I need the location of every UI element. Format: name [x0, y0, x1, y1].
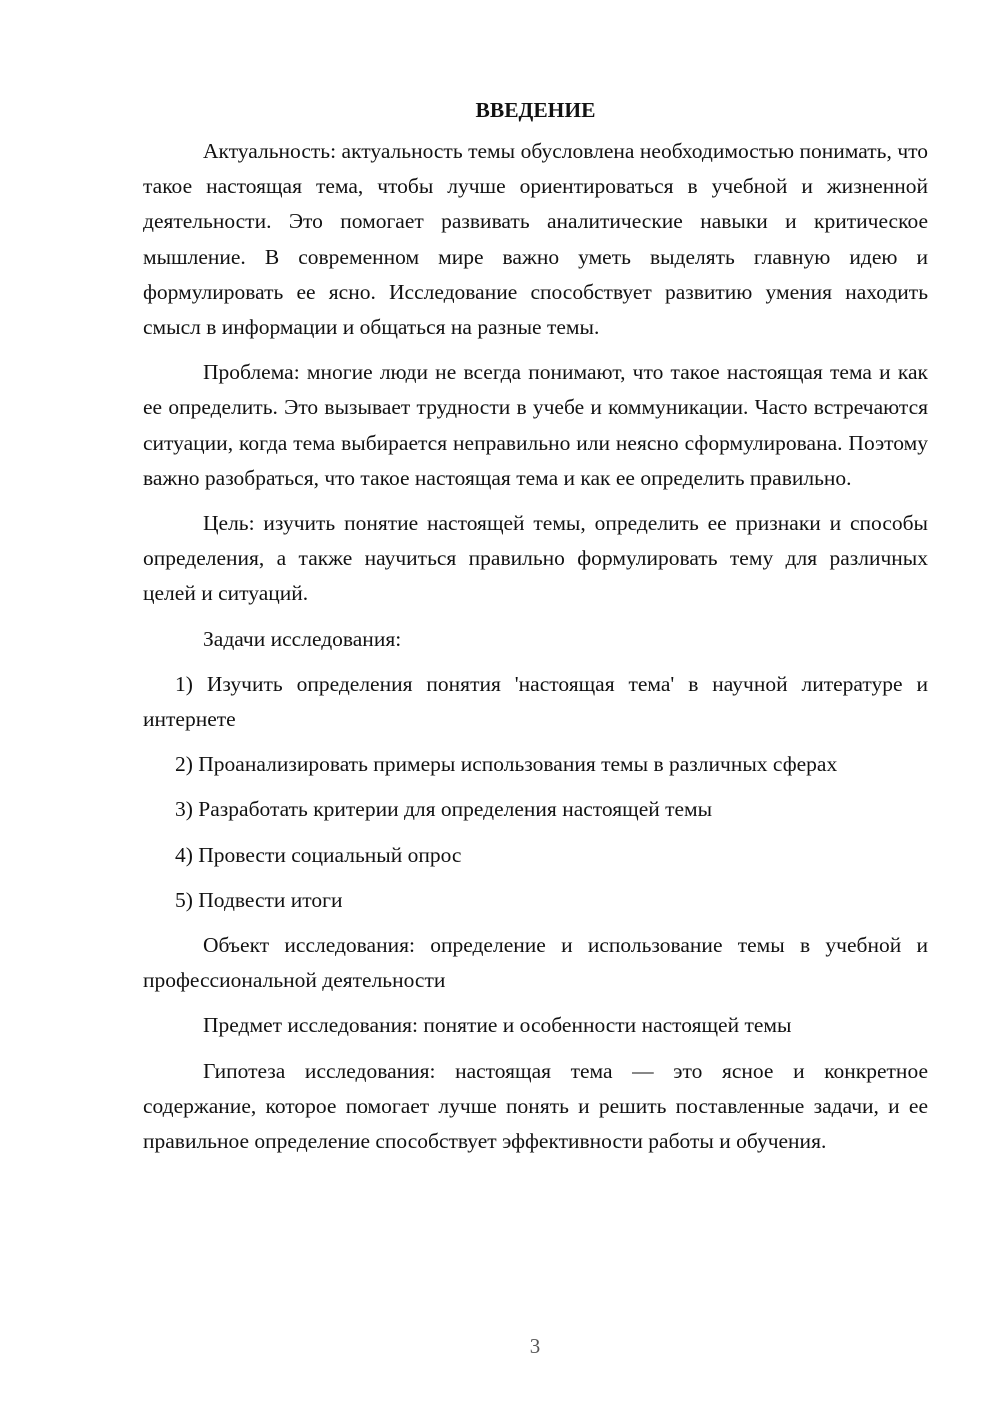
- task-item-3: 3) Разработать критерии для определения настоящей темы: [175, 797, 713, 822]
- problem-paragraph: Проблема: многие люди не всегда понимают, что такое настоящая тема и как ее определить. Это вызывает трудности в учебе и коммуникации. Часто встречаются ситуации, когда тема выбирается неправильно или неясно сформулирована. Поэтому важно разобраться, что такое настоящая тема и как ее определить правильно.: [143, 360, 928, 490]
- relevance-paragraph: Актуальность: актуальность темы обусловлена необходимостью понимать, что такое настоящая тема, чтобы лучше ориентироваться в учебной и жизненной деятельности. Это помогает развивать аналитические навыки и критическое мышление. В современном мире важно уметь выделять главную идею и формулировать ее ясно. Исследование способствует развитию умения находить смысл в информации и общаться на разные темы.: [143, 139, 928, 340]
- task-item-1: 1) Изучить определения понятия 'настоящая тема' в научной литературе и интернете: [143, 671, 928, 732]
- page-number: 3: [529, 1334, 541, 1358]
- task-item-5: 5) Подвести итоги: [175, 887, 343, 912]
- subject-paragraph: Предмет исследования: понятие и особенности настоящей темы: [203, 1013, 792, 1038]
- tasks-heading: Задачи исследования:: [203, 626, 402, 651]
- hypothesis-paragraph: Гипотеза исследования: настоящая тема — это ясное и конкретное содержание, которое помогает лучше понять и решить поставленные задачи, и ее правильное определение способствует эффективности работы и обучения.: [143, 1058, 928, 1154]
- task-item-2: 2) Проанализировать примеры использования темы в различных сферах: [175, 752, 838, 777]
- task-item-4: 4) Провести социальный опрос: [175, 842, 462, 867]
- goal-paragraph: Цель: изучить понятие настоящей темы, определить ее признаки и способы определения, а также научиться правильно формулировать тему для различных целей и ситуаций.: [143, 511, 928, 606]
- document-title: ВВЕДЕНИЕ: [475, 98, 596, 122]
- object-paragraph: Объект исследования: определение и использование темы в учебной и профессиональной деятельности: [143, 933, 928, 993]
- document-page: [143, 96, 928, 1169]
